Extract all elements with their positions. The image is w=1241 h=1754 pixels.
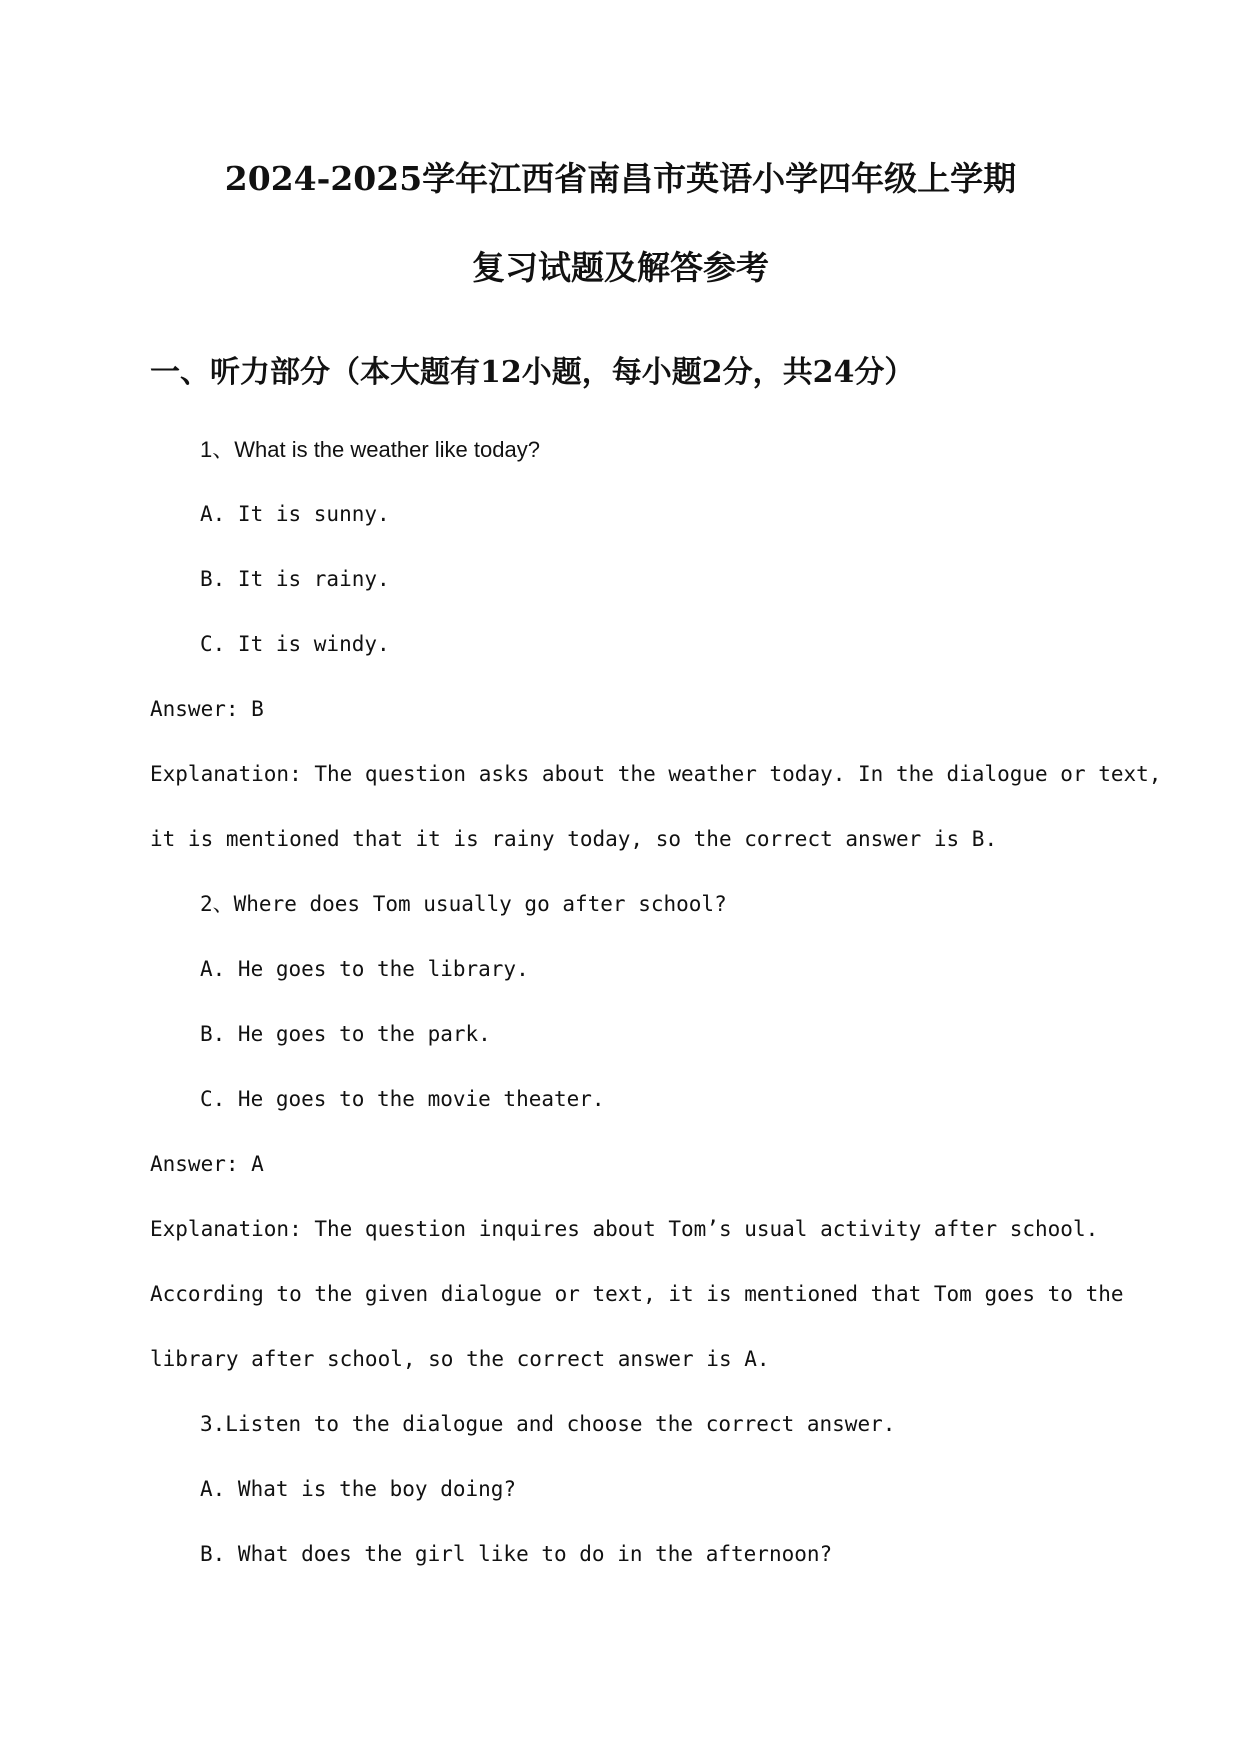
- question-2-option-b: B. He goes to the park.: [200, 1022, 491, 1046]
- question-1-option-a: A. It is sunny.: [200, 502, 390, 526]
- document-title-line-2: 复习试题及解答参考: [472, 248, 769, 287]
- question-1-answer: Answer: B: [150, 697, 264, 721]
- question-2-explanation-line-2: According to the given dialogue or text, it is mentioned that Tom goes to the: [150, 1282, 1124, 1306]
- question-2-option-c: C. He goes to the movie theater.: [200, 1087, 605, 1111]
- question-3-stem: 3.Listen to the dialogue and choose the correct answer.: [200, 1412, 896, 1436]
- question-1-option-b: B. It is rainy.: [200, 567, 390, 591]
- question-2-explanation-line-1: Explanation: The question inquires about Tom’s usual activity after school.: [150, 1217, 1099, 1241]
- question-2-stem: 2、Where does Tom usually go after school?: [200, 892, 727, 916]
- question-2-explanation-line-3: library after school, so the correct answer is A.: [150, 1347, 770, 1371]
- question-2-option-a: A. He goes to the library.: [200, 957, 529, 981]
- question-1-option-c: C. It is windy.: [200, 632, 390, 656]
- question-1-explanation-line-1: Explanation: The question asks about the weather today. In the dialogue or text,: [150, 762, 1162, 786]
- question-1-explanation-line-2: it is mentioned that it is rainy today, so the correct answer is B.: [150, 827, 998, 851]
- section-heading: 一、听力部分（本大题有12小题，每小题2分，共24分）: [150, 355, 915, 390]
- question-2-answer: Answer: A: [150, 1152, 264, 1176]
- question-3-option-a: A. What is the boy doing?: [200, 1477, 517, 1501]
- document-title-line-1: 2024-2025学年江西省南昌市英语小学四年级上学期: [224, 159, 1017, 198]
- question-3-option-b: B. What does the girl like to do in the afternoon?: [200, 1542, 833, 1566]
- question-1-stem: 1、What is the weather like today?: [200, 437, 540, 462]
